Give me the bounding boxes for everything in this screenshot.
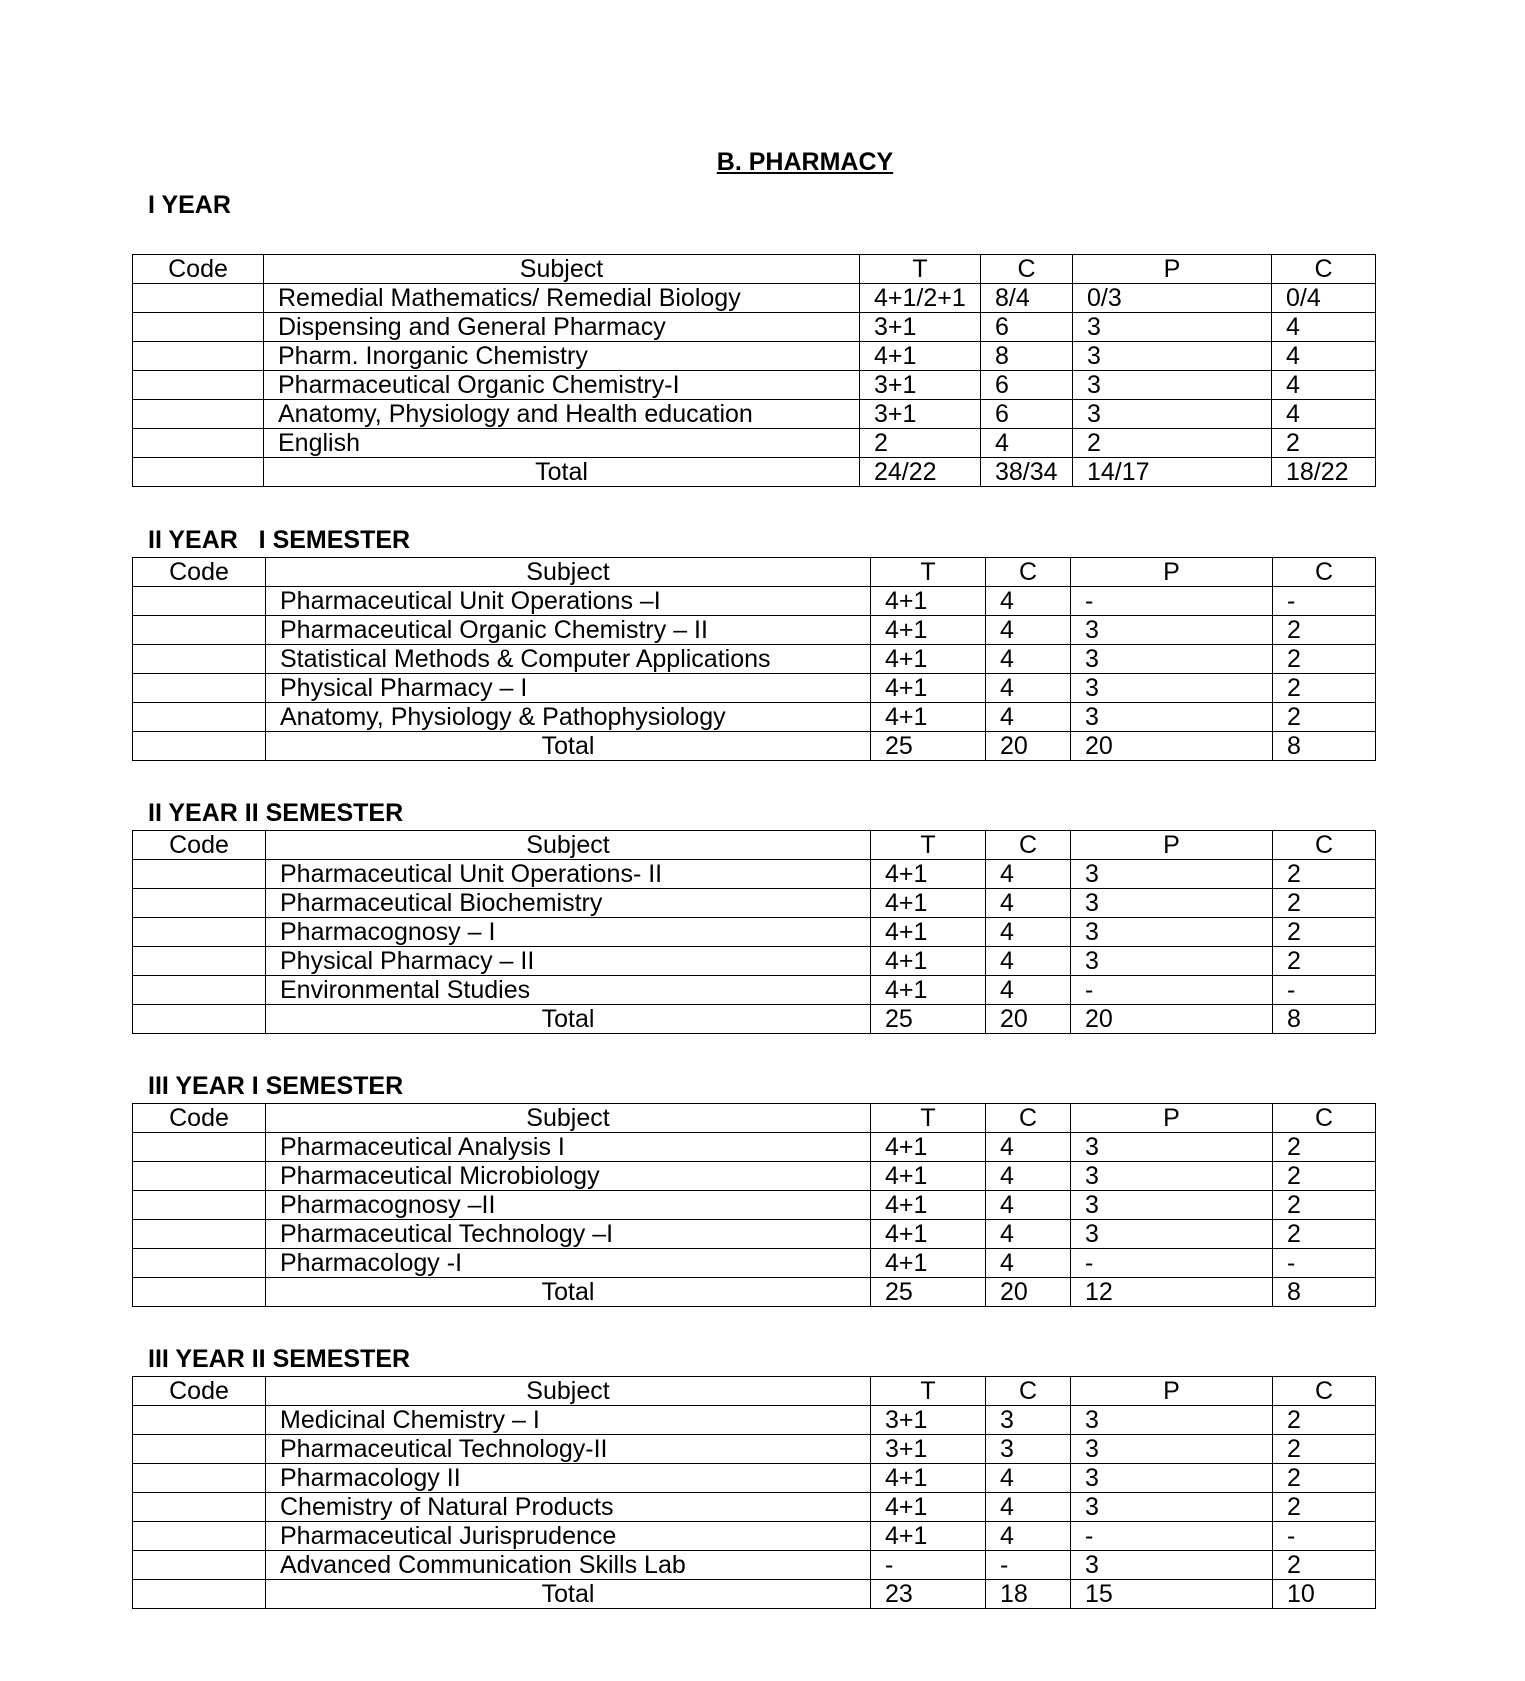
subject-cell: Pharmacognosy – I — [266, 918, 871, 947]
practical-cell: - — [1071, 1249, 1273, 1278]
practical-cell: 2 — [1073, 429, 1272, 458]
subject-cell: Medicinal Chemistry – I — [266, 1406, 871, 1435]
theory-credit-cell: 4 — [986, 860, 1071, 889]
theory-credit-cell: 4 — [986, 1133, 1071, 1162]
theory-credit-cell: 4 — [986, 1522, 1071, 1551]
table-row — [133, 703, 1376, 732]
total-theory-cell: 25 — [871, 1278, 986, 1307]
subject-cell: Pharmaceutical Biochemistry — [266, 889, 871, 918]
practical-cell: 3 — [1071, 1464, 1273, 1493]
theory-credit-cell: 4 — [981, 429, 1073, 458]
theory-credit-cell: 4 — [986, 1493, 1071, 1522]
theory-credit-cell: 4 — [986, 976, 1071, 1005]
table-header-row — [133, 1377, 1376, 1406]
total-theory-cell: 23 — [871, 1580, 986, 1609]
practical-credit-cell: 2 — [1273, 703, 1376, 732]
total-row — [133, 732, 1376, 761]
subject-cell: Pharmaceutical Technology –I — [266, 1220, 871, 1249]
theory-cell: 4+1 — [871, 1493, 986, 1522]
theory-cell: 3+1 — [860, 313, 981, 342]
table-header-row — [133, 831, 1376, 860]
theory-credit-cell: 8 — [981, 342, 1073, 371]
practical-credit-cell: - — [1273, 1522, 1376, 1551]
theory-cell: 4+1 — [871, 889, 986, 918]
code-cell — [133, 1162, 266, 1191]
column-header-c: C — [986, 558, 1071, 587]
column-header-c: C — [1273, 558, 1376, 587]
total-practical-cell: 14/17 — [1073, 458, 1272, 487]
column-header-p: P — [1071, 558, 1273, 587]
subject-cell: Physical Pharmacy – I — [266, 674, 871, 703]
practical-cell: 3 — [1071, 860, 1273, 889]
subject-cell: Pharmaceutical Unit Operations –I — [266, 587, 871, 616]
practical-cell: 3 — [1071, 1435, 1273, 1464]
theory-cell: 4+1 — [871, 918, 986, 947]
total-row — [133, 1278, 1376, 1307]
code-cell — [133, 313, 264, 342]
code-cell — [133, 587, 266, 616]
table-row — [133, 889, 1376, 918]
theory-credit-cell: 6 — [981, 371, 1073, 400]
subject-cell: Environmental Studies — [266, 976, 871, 1005]
table-row — [133, 1191, 1376, 1220]
column-header-code: Code — [133, 1104, 266, 1133]
column-header-subject: Subject — [266, 831, 871, 860]
theory-credit-cell: 4 — [986, 587, 1071, 616]
table-row — [133, 616, 1376, 645]
subject-cell: Anatomy, Physiology and Health education — [264, 400, 860, 429]
column-header-t: T — [871, 831, 986, 860]
practical-credit-cell: - — [1273, 976, 1376, 1005]
code-cell — [133, 400, 264, 429]
column-header-c: C — [1273, 1104, 1376, 1133]
practical-credit-cell: 4 — [1272, 371, 1376, 400]
code-cell — [133, 616, 266, 645]
subject-cell: Chemistry of Natural Products — [266, 1493, 871, 1522]
total-row — [133, 1005, 1376, 1034]
practical-cell: 3 — [1071, 703, 1273, 732]
practical-cell: 3 — [1073, 313, 1272, 342]
code-cell — [133, 976, 266, 1005]
practical-cell: 3 — [1071, 1551, 1273, 1580]
theory-cell: 4+1 — [871, 947, 986, 976]
practical-cell: 3 — [1071, 1493, 1273, 1522]
practical-credit-cell: 2 — [1273, 889, 1376, 918]
table-row — [133, 1133, 1376, 1162]
section-heading: II YEAR II SEMESTER — [148, 799, 404, 827]
section-heading: II YEAR I SEMESTER — [148, 526, 411, 554]
table-row — [133, 284, 1376, 313]
code-cell — [133, 947, 266, 976]
theory-cell: 4+1 — [871, 645, 986, 674]
code-cell — [133, 889, 266, 918]
code-cell — [133, 1191, 266, 1220]
column-header-code: Code — [133, 255, 264, 284]
practical-credit-cell: 2 — [1273, 1493, 1376, 1522]
theory-credit-cell: 4 — [986, 1220, 1071, 1249]
subject-cell: Pharmacognosy –II — [266, 1191, 871, 1220]
column-header-t: T — [871, 558, 986, 587]
column-header-p: P — [1071, 831, 1273, 860]
practical-cell: - — [1071, 976, 1273, 1005]
practical-cell: 3 — [1071, 1406, 1273, 1435]
practical-credit-cell: 2 — [1273, 1133, 1376, 1162]
theory-credit-cell: 4 — [986, 1162, 1071, 1191]
theory-cell: 4+1/2+1 — [860, 284, 981, 313]
subject-cell: Pharmaceutical Microbiology — [266, 1162, 871, 1191]
page-title: B. PHARMACY — [716, 148, 894, 176]
practical-cell: 3 — [1071, 645, 1273, 674]
theory-credit-cell: 3 — [986, 1406, 1071, 1435]
subject-cell: Remedial Mathematics/ Remedial Biology — [264, 284, 860, 313]
total-practical-credit-cell: 8 — [1273, 732, 1376, 761]
code-cell — [133, 1493, 266, 1522]
column-header-p: P — [1071, 1104, 1273, 1133]
theory-cell: 3+1 — [860, 400, 981, 429]
practical-cell: 3 — [1071, 1220, 1273, 1249]
table-row — [133, 1435, 1376, 1464]
subject-cell: Pharmaceutical Technology-II — [266, 1435, 871, 1464]
section-heading: I YEAR — [148, 191, 231, 219]
curriculum-table — [132, 254, 1376, 487]
code-cell — [133, 458, 264, 487]
total-theory-credit-cell: 20 — [986, 732, 1071, 761]
curriculum-table — [132, 557, 1376, 761]
code-cell — [133, 918, 266, 947]
practical-credit-cell: 2 — [1273, 645, 1376, 674]
table-row — [133, 587, 1376, 616]
code-cell — [133, 674, 266, 703]
practical-cell: 3 — [1071, 674, 1273, 703]
code-cell — [133, 1005, 266, 1034]
practical-cell: 3 — [1071, 616, 1273, 645]
theory-credit-cell: 4 — [986, 1249, 1071, 1278]
total-row — [133, 1580, 1376, 1609]
practical-credit-cell: 2 — [1273, 616, 1376, 645]
theory-credit-cell: 4 — [986, 616, 1071, 645]
practical-credit-cell: 2 — [1273, 947, 1376, 976]
total-label: Total — [266, 1278, 871, 1307]
section-heading: III YEAR I SEMESTER — [148, 1072, 404, 1100]
theory-cell: 3+1 — [860, 371, 981, 400]
practical-cell: 3 — [1071, 947, 1273, 976]
section-heading: III YEAR II SEMESTER — [148, 1345, 411, 1373]
code-cell — [133, 1220, 266, 1249]
total-theory-cell: 25 — [871, 732, 986, 761]
practical-cell: 3 — [1071, 1191, 1273, 1220]
total-theory-credit-cell: 18 — [986, 1580, 1071, 1609]
subject-cell: Pharmaceutical Analysis I — [266, 1133, 871, 1162]
column-header-subject: Subject — [266, 558, 871, 587]
column-header-c: C — [1273, 1377, 1376, 1406]
table-row — [133, 674, 1376, 703]
subject-cell: English — [264, 429, 860, 458]
theory-credit-cell: 4 — [986, 1464, 1071, 1493]
code-cell — [133, 1278, 266, 1307]
total-row — [133, 458, 1376, 487]
table-row — [133, 1249, 1376, 1278]
total-label: Total — [266, 732, 871, 761]
practical-credit-cell: 2 — [1272, 429, 1376, 458]
column-header-code: Code — [133, 831, 266, 860]
column-header-c: C — [1272, 255, 1376, 284]
theory-cell: 4+1 — [871, 1220, 986, 1249]
practical-cell: 3 — [1071, 1133, 1273, 1162]
subject-cell: Statistical Methods & Computer Applications — [266, 645, 871, 674]
code-cell — [133, 1249, 266, 1278]
theory-credit-cell: - — [986, 1551, 1071, 1580]
table-row — [133, 1522, 1376, 1551]
table-row — [133, 313, 1376, 342]
practical-cell: - — [1071, 1522, 1273, 1551]
theory-credit-cell: 4 — [986, 674, 1071, 703]
column-header-code: Code — [133, 558, 266, 587]
total-theory-cell: 24/22 — [860, 458, 981, 487]
subject-cell: Pharmaceutical Organic Chemistry-I — [264, 371, 860, 400]
curriculum-table — [132, 830, 1376, 1034]
column-header-t: T — [871, 1377, 986, 1406]
theory-cell: 4+1 — [871, 587, 986, 616]
practical-cell: 3 — [1073, 371, 1272, 400]
code-cell — [133, 429, 264, 458]
theory-credit-cell: 8/4 — [981, 284, 1073, 313]
code-cell — [133, 342, 264, 371]
practical-credit-cell: 2 — [1273, 1162, 1376, 1191]
theory-credit-cell: 6 — [981, 313, 1073, 342]
theory-cell: 4+1 — [871, 976, 986, 1005]
subject-cell: Pharmacology -I — [266, 1249, 871, 1278]
table-row — [133, 918, 1376, 947]
practical-credit-cell: 0/4 — [1272, 284, 1376, 313]
total-theory-credit-cell: 38/34 — [981, 458, 1073, 487]
curriculum-table — [132, 1376, 1376, 1609]
practical-credit-cell: 2 — [1273, 1191, 1376, 1220]
column-header-t: T — [871, 1104, 986, 1133]
code-cell — [133, 1435, 266, 1464]
theory-cell: 4+1 — [871, 1464, 986, 1493]
column-header-code: Code — [133, 1377, 266, 1406]
theory-credit-cell: 4 — [986, 918, 1071, 947]
theory-cell: 4+1 — [871, 1522, 986, 1551]
practical-cell: 3 — [1073, 400, 1272, 429]
table-row — [133, 1406, 1376, 1435]
code-cell — [133, 1464, 266, 1493]
table-row — [133, 976, 1376, 1005]
practical-credit-cell: 2 — [1273, 674, 1376, 703]
subject-cell: Pharmaceutical Organic Chemistry – II — [266, 616, 871, 645]
subject-cell: Pharmaceutical Jurisprudence — [266, 1522, 871, 1551]
table-row — [133, 860, 1376, 889]
theory-credit-cell: 4 — [986, 889, 1071, 918]
theory-cell: 3+1 — [871, 1406, 986, 1435]
theory-cell: 4+1 — [871, 860, 986, 889]
total-practical-credit-cell: 18/22 — [1272, 458, 1376, 487]
practical-credit-cell: 2 — [1273, 860, 1376, 889]
total-label: Total — [264, 458, 860, 487]
practical-cell: 3 — [1071, 889, 1273, 918]
practical-credit-cell: - — [1273, 587, 1376, 616]
practical-credit-cell: 2 — [1273, 1551, 1376, 1580]
practical-cell: 3 — [1071, 918, 1273, 947]
total-practical-credit-cell: 10 — [1273, 1580, 1376, 1609]
column-header-subject: Subject — [264, 255, 860, 284]
subject-cell: Advanced Communication Skills Lab — [266, 1551, 871, 1580]
code-cell — [133, 703, 266, 732]
subject-cell: Pharm. Inorganic Chemistry — [264, 342, 860, 371]
total-practical-cell: 20 — [1071, 732, 1273, 761]
total-label: Total — [266, 1580, 871, 1609]
table-row — [133, 947, 1376, 976]
theory-credit-cell: 6 — [981, 400, 1073, 429]
theory-credit-cell: 4 — [986, 947, 1071, 976]
theory-cell: 4+1 — [871, 674, 986, 703]
practical-credit-cell: 2 — [1273, 1435, 1376, 1464]
code-cell — [133, 1522, 266, 1551]
total-practical-cell: 12 — [1071, 1278, 1273, 1307]
total-theory-cell: 25 — [871, 1005, 986, 1034]
column-header-p: P — [1071, 1377, 1273, 1406]
column-header-c: C — [1273, 831, 1376, 860]
column-header-c: C — [981, 255, 1073, 284]
practical-cell: - — [1071, 587, 1273, 616]
theory-cell: 4+1 — [871, 703, 986, 732]
code-cell — [133, 645, 266, 674]
practical-credit-cell: 2 — [1273, 1406, 1376, 1435]
theory-credit-cell: 4 — [986, 1191, 1071, 1220]
theory-credit-cell: 4 — [986, 703, 1071, 732]
practical-credit-cell: 2 — [1273, 1464, 1376, 1493]
total-theory-credit-cell: 20 — [986, 1005, 1071, 1034]
table-row — [133, 1464, 1376, 1493]
theory-cell: 4+1 — [860, 342, 981, 371]
theory-cell: 4+1 — [871, 1162, 986, 1191]
total-practical-cell: 20 — [1071, 1005, 1273, 1034]
theory-cell: 3+1 — [871, 1435, 986, 1464]
subject-cell: Anatomy, Physiology & Pathophysiology — [266, 703, 871, 732]
table-header-row — [133, 558, 1376, 587]
code-cell — [133, 860, 266, 889]
practical-credit-cell: 4 — [1272, 313, 1376, 342]
table-row — [133, 342, 1376, 371]
theory-credit-cell: 4 — [986, 645, 1071, 674]
column-header-c: C — [986, 831, 1071, 860]
code-cell — [133, 1551, 266, 1580]
table-row — [133, 1493, 1376, 1522]
column-header-subject: Subject — [266, 1377, 871, 1406]
code-cell — [133, 732, 266, 761]
table-row — [133, 1162, 1376, 1191]
practical-cell: 0/3 — [1073, 284, 1272, 313]
practical-cell: 3 — [1073, 342, 1272, 371]
practical-credit-cell: 2 — [1273, 1220, 1376, 1249]
column-header-t: T — [860, 255, 981, 284]
code-cell — [133, 371, 264, 400]
practical-credit-cell: 4 — [1272, 400, 1376, 429]
column-header-c: C — [986, 1104, 1071, 1133]
theory-cell: 4+1 — [871, 1191, 986, 1220]
practical-cell: 3 — [1071, 1162, 1273, 1191]
table-row — [133, 1220, 1376, 1249]
code-cell — [133, 1406, 266, 1435]
column-header-p: P — [1073, 255, 1272, 284]
practical-credit-cell: 2 — [1273, 918, 1376, 947]
subject-cell: Pharmaceutical Unit Operations- II — [266, 860, 871, 889]
table-row — [133, 1551, 1376, 1580]
table-row — [133, 429, 1376, 458]
theory-cell: 4+1 — [871, 616, 986, 645]
total-label: Total — [266, 1005, 871, 1034]
table-header-row — [133, 1104, 1376, 1133]
table-header-row — [133, 255, 1376, 284]
subject-cell: Physical Pharmacy – II — [266, 947, 871, 976]
total-practical-credit-cell: 8 — [1273, 1005, 1376, 1034]
practical-credit-cell: - — [1273, 1249, 1376, 1278]
table-row — [133, 371, 1376, 400]
total-practical-credit-cell: 8 — [1273, 1278, 1376, 1307]
subject-cell: Pharmacology II — [266, 1464, 871, 1493]
practical-credit-cell: 4 — [1272, 342, 1376, 371]
code-cell — [133, 284, 264, 313]
theory-cell: 4+1 — [871, 1249, 986, 1278]
curriculum-table — [132, 1103, 1376, 1307]
subject-cell: Dispensing and General Pharmacy — [264, 313, 860, 342]
column-header-c: C — [986, 1377, 1071, 1406]
table-row — [133, 400, 1376, 429]
code-cell — [133, 1133, 266, 1162]
table-row — [133, 645, 1376, 674]
theory-cell: - — [871, 1551, 986, 1580]
column-header-subject: Subject — [266, 1104, 871, 1133]
theory-cell: 4+1 — [871, 1133, 986, 1162]
total-practical-cell: 15 — [1071, 1580, 1273, 1609]
code-cell — [133, 1580, 266, 1609]
theory-cell: 2 — [860, 429, 981, 458]
theory-credit-cell: 3 — [986, 1435, 1071, 1464]
total-theory-credit-cell: 20 — [986, 1278, 1071, 1307]
